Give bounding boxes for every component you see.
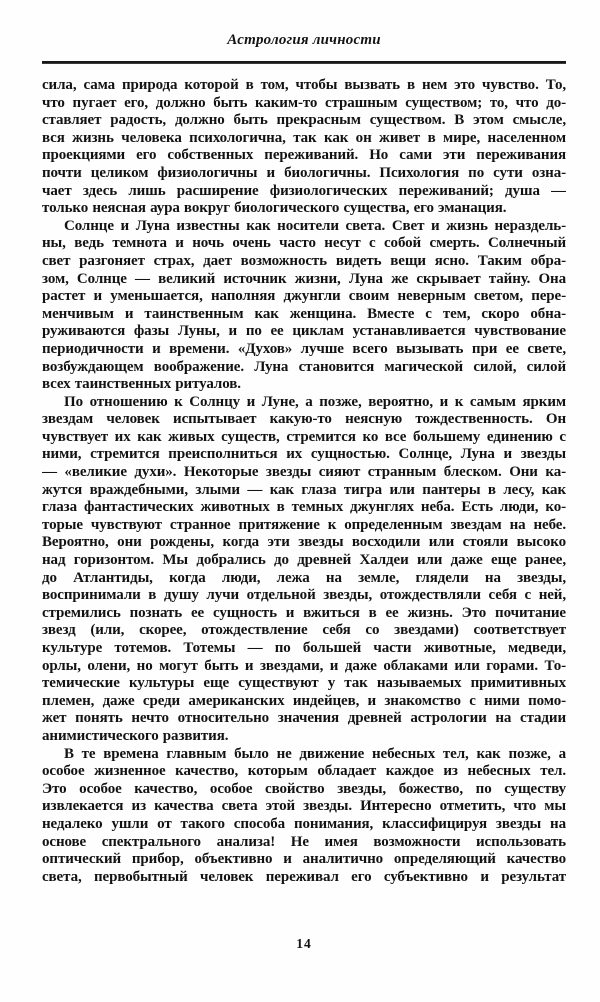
- text-line: стремились познать ее сущность и вжиться в ее жизнь. Это почитание: [42, 604, 566, 621]
- text-line: Солнце и Луна известны как носители света. Свет и жизнь нераздель-: [64, 217, 566, 234]
- page-number: 14: [296, 936, 312, 951]
- text-line: чает здесь лишь расширение физиологических переживаний; душа —: [42, 182, 566, 199]
- text-line: проекциями его собственных переживаний. Но сами эти переживания: [42, 147, 566, 164]
- text-line: света, первобытный человек переживал его субъективно и результат: [42, 868, 566, 885]
- text-line: В те времена главным было не движение небесных тел, как позже, а: [64, 745, 566, 762]
- text-line: всех таинственных ритуалов.: [42, 376, 241, 393]
- text-line: сила, сама природа которой в том, чтобы вызвать в нем это чувство. То,: [42, 77, 566, 93]
- text-line: особое жизненное качество, которым обладает каждое из небесных тел.: [42, 763, 566, 780]
- text-line: до Атлантиды, когда люди, лежа на земле, глядели на звезды,: [42, 569, 566, 586]
- header-rule: [42, 61, 566, 64]
- text-line: менчивым и таинственным как женщина. Вместе с тем, скоро обна-: [42, 305, 566, 322]
- text-line: ними, стремится преисполниться их сущностью. Солнце, Луна и звезды: [42, 446, 566, 463]
- text-line: оптический прибор, объективно и аналитично определяющий качество: [42, 851, 566, 868]
- text-line: жутся враждебными, злыми — как глаза тигра или пантеры в лесу, как: [42, 481, 566, 498]
- text-line: только неясная аура вокруг биологического существа, его эманация.: [42, 200, 507, 217]
- text-line: зом, Солнце — великий источник жизни, Луна же скрывает тайну. Она: [42, 270, 566, 287]
- text-line: основе спектрального анализа! Не имея возможности использовать: [42, 833, 566, 850]
- text-line: анимистического развития.: [42, 727, 229, 744]
- page-body: [42, 77, 566, 886]
- text-line: Это особое качество, особое свойство звезды, божество, по существу: [42, 780, 566, 797]
- text-line: извлекается из качества света этой звезды. Интересно отметить, что мы: [42, 798, 566, 815]
- text-line: По отношению к Солнцу и Луне, а позже, вероятно, и к самым ярким: [64, 393, 566, 410]
- text-line: — «великие духи». Некоторые звезды сияют странным блеском. Они ка-: [42, 464, 566, 481]
- text-line: руживаются фазы Луны, и по ее циклам устанавливается чувствование: [42, 323, 566, 340]
- text-line: племен, даже среди американских индейцев, и знакомство с ними помо-: [42, 692, 566, 709]
- text-line: культуре тотемов. Тотемы — по большей части животные, медведи,: [42, 640, 566, 656]
- text-line: возбуждающем воображение. Луна становится магической силой, силой: [42, 358, 566, 375]
- text-line: вся жизнь человека психологична, так как он живет в мире, населенном: [42, 129, 566, 146]
- text-line: воспринимали в душу лучи отдельной звезды, отождествляли себя с ней,: [42, 587, 566, 604]
- text-line: торые чувствуют странное притяжение к определенным звездам на небе.: [42, 516, 566, 533]
- text-line: темические культуры еще существуют у так называемых примитивных: [42, 675, 566, 692]
- text-line: периодичности и времени. «Духов» лучше всего вызывать при ее свете,: [42, 340, 566, 357]
- text-line: чувствует их как живых существ, стремится ко все большему единению с: [42, 428, 566, 445]
- text-line: звездам человек испытывает какую-то неясную тождественность. Он: [42, 411, 566, 428]
- text-line: орлы, олени, но могут быть и звездами, и даже облаками или горами. То-: [42, 657, 566, 674]
- text-line: свет разгоняет страх, дает возможность видеть вещи ясно. Таким обра-: [42, 252, 566, 269]
- text-line: Вероятно, они рождены, когда эти звезды восходили или стояли высоко: [42, 534, 566, 551]
- text-line: ставляет радость, должно быть прекрасным существом. В этом смысле,: [42, 112, 566, 129]
- text-line: недалеко ушли от такого способа понимания, классифицируя звезды на: [42, 815, 566, 832]
- text-line: над горизонтом. Мы добрались до древней Халдеи или даже еще ранее,: [42, 552, 566, 569]
- text-line: звезд (или, скорее, отождествление себя со звездами) соответствует: [42, 622, 566, 639]
- text-line: глаза фантастических животных в темных джунглях неба. Есть люди, ко-: [42, 499, 566, 516]
- text-line: что пугает его, должно быть каким-то страшным существом; то, что до-: [42, 94, 566, 111]
- text-line: растет и уменьшается, наполняя джунгли своим неверным светом, пере-: [42, 288, 566, 305]
- text-line: жет понять нечто относительно значения древней астрологии на стадии: [42, 710, 566, 727]
- text-line: ны, ведь темнота и ночь очень часто несут с собой смерть. Солнечный: [42, 235, 566, 252]
- running-head-title: Астрология личности: [227, 32, 381, 48]
- text-line: почти целиком физиологичны и биологичны. Психология по сути озна-: [42, 164, 566, 181]
